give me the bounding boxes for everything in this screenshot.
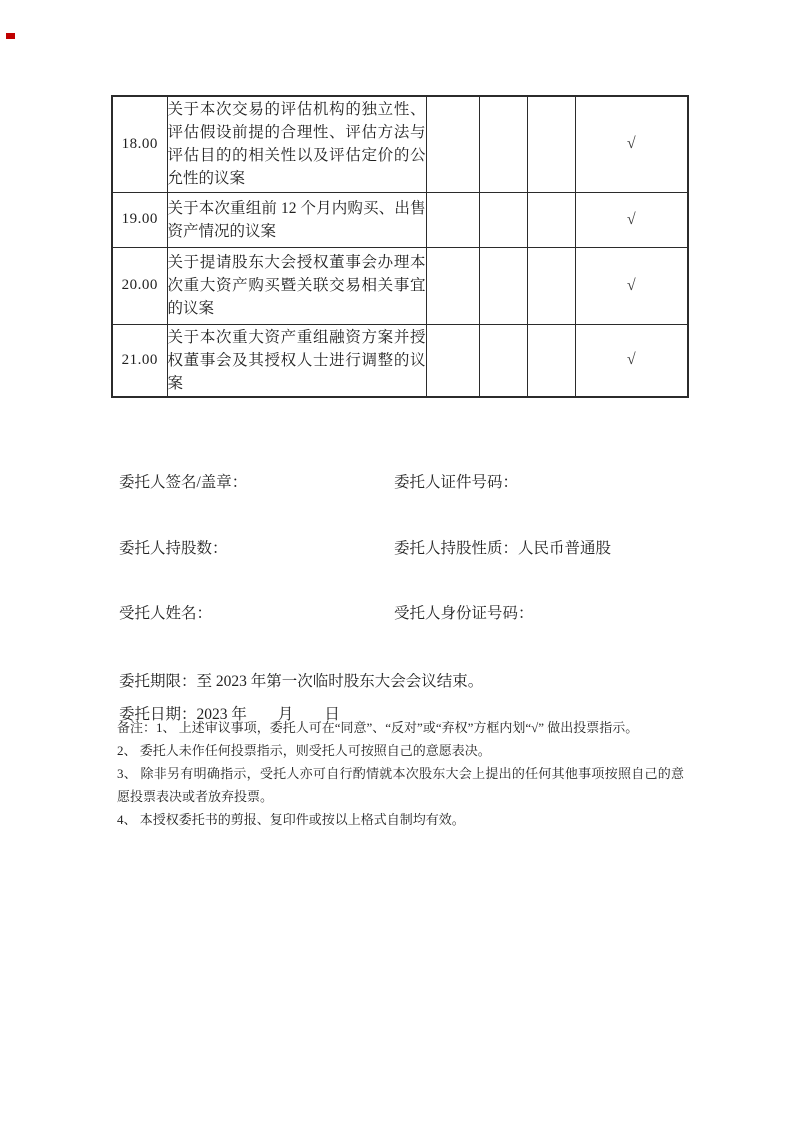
vote-cell-1 [426, 247, 479, 324]
table-row [112, 247, 688, 324]
proposal-number: 18.00 [112, 96, 167, 192]
principal-signature-label: 委托人签名/盖章： [119, 474, 248, 491]
note-line-2: 2、 委托人未作任何投票指示，则受托人可按照自己的意愿表决。 [117, 743, 491, 758]
vote-cell-3 [527, 192, 575, 247]
red-artifact-mark [6, 33, 15, 39]
vote-cell-1 [426, 192, 479, 247]
proxy-date-line: 委托日期：2023 年 月 日 [119, 706, 340, 723]
note-line-1: 备注：1、 上述审议事项，委托人可在“同意”、“反对”或“弃权”方框内划“√” 做出投票指示。 [117, 720, 639, 735]
vote-cell-3 [527, 324, 575, 397]
note-line-3: 3、 除非另有明确指示，受托人亦可自行酌情就本次股东大会上提出的任何其他事项按照自己的意愿投票表决或者放弃投票。 [117, 766, 684, 804]
vote-mark-cell: √ [575, 192, 688, 247]
notes-block [117, 716, 684, 831]
shareholding-field-row [0, 536, 793, 558]
proposal-title: 关于本次重组前 12 个月内购买、出售资产情况的议案 [167, 192, 426, 247]
trustee-name-label: 受托人姓名： [119, 605, 213, 622]
vote-cell-3 [527, 247, 575, 324]
signature-field-row [0, 470, 793, 492]
vote-cell-2 [479, 96, 527, 192]
vote-mark-cell: √ [575, 96, 688, 192]
trustee-field-row [0, 601, 793, 623]
vote-cell-2 [479, 324, 527, 397]
proxy-term-line: 委托期限：至 2023 年第一次临时股东大会会议结束。 [119, 673, 484, 690]
proposal-title: 关于本次重大资产重组融资方案并授权董事会及其授权人士进行调整的议案 [167, 324, 426, 397]
proposal-title: 关于提请股东大会授权董事会办理本次重大资产购买暨关联交易相关事宜的议案 [167, 247, 426, 324]
trustee-id-number-label: 受托人身份证号码： [394, 605, 534, 622]
principal-id-number-label: 委托人证件号码： [394, 474, 519, 491]
vote-cell-3 [527, 96, 575, 192]
proposal-vote-table [111, 95, 689, 398]
proposal-title: 关于本次交易的评估机构的独立性、评估假设前提的合理性、评估方法与评估目的的相关性以及评估定价的公允性的议案 [167, 96, 426, 192]
table-row [112, 324, 688, 397]
table-row [112, 192, 688, 247]
vote-cell-1 [426, 96, 479, 192]
proposal-number: 20.00 [112, 247, 167, 324]
proposal-number: 19.00 [112, 192, 167, 247]
principal-share-type-label: 委托人持股性质：人民币普通股 [394, 540, 612, 557]
vote-cell-2 [479, 192, 527, 247]
note-line-4: 4、 本授权委托书的剪报、复印件或按以上格式自制均有效。 [117, 812, 465, 827]
table-row [112, 96, 688, 192]
vote-cell-2 [479, 247, 527, 324]
vote-mark-cell: √ [575, 324, 688, 397]
vote-cell-1 [426, 324, 479, 397]
principal-shareholding-label: 委托人持股数： [119, 540, 228, 557]
vote-mark-cell: √ [575, 247, 688, 324]
proposal-number: 21.00 [112, 324, 167, 397]
